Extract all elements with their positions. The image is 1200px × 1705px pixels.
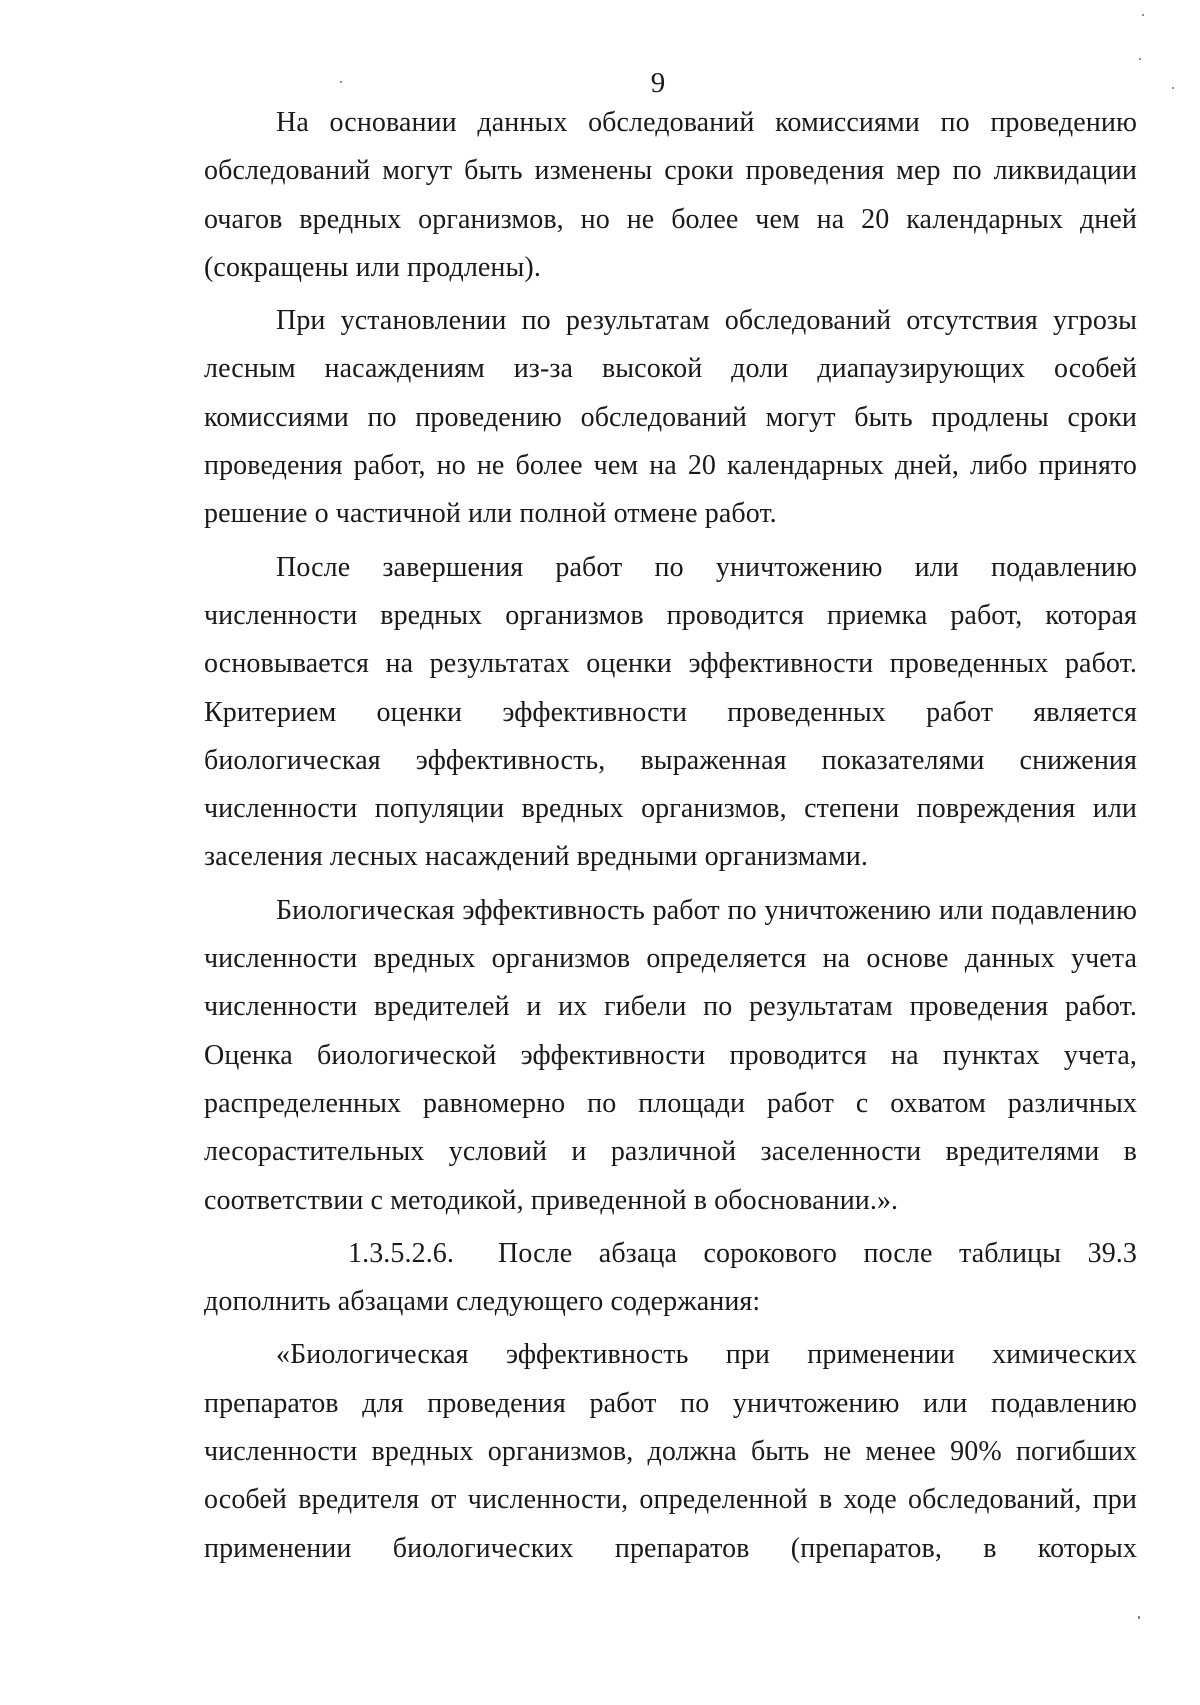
clause-text: После абзаца сорокового после таблицы 39.3 дополнить абзацами следующего содержания: (204, 1237, 1137, 1318)
document-body (204, 99, 1137, 1578)
page-number: 9 (650, 67, 666, 99)
paragraph-work-acceptance: После завершения работ по уничтожению или подавлению численности вредных организмов проводится приемка работ, которая основывается на результатах оценки эффективности проведенных работ. Критерием оценки эффективности проведенных работ является биологическая эффективность, выраженная показателями снижения численности популяции вредных организмов, степени повреждения или заселения лесных насаждений вредными организмами. (204, 551, 1137, 873)
scan-speck (1138, 1616, 1140, 1619)
clause-number: 1.3.5.2.6. (348, 1237, 454, 1269)
scan-speck (1139, 58, 1141, 60)
paragraph-diapause-extension: При установлении по результатам обследований отсутствия угрозы лесным насаждениям из-за высокой доли диапаузирующих особей комиссиями по проведению обследований могут быть продлены сроки проведения работ, но не более чем на 20 календарных дней, либо принято решение о частичной или полной отмене работ. (204, 305, 1137, 530)
paragraph-survey-terms: На основании данных обследований комиссиями по проведению обследований могут быть изменены сроки проведения мер по ликвидации очагов вредных организмов, но не более чем на 20 календарных дней (сокращены или продлены). (204, 107, 1137, 283)
scan-speck (1142, 14, 1144, 16)
scan-speck (340, 81, 342, 83)
paragraph-chemical-efficiency: «Биологическая эффективность при применении химических препаратов для проведения работ по уничтожению или подавлению численности вредных организмов, должна быть не менее 90% погибших особей вредителя от численности, определенной в ходе обследований, при применении биологических препаратов (препаратов, в которых (204, 1339, 1137, 1564)
scan-speck (1172, 87, 1174, 89)
clause-1-3-5-2-6 (204, 1230, 1137, 1327)
paragraph-biological-efficiency: Биологическая эффективность работ по уничтожению или подавлению численности вредных организмов определяется на основе данных учета численности вредителей и их гибели по результатам проведения работ. Оценка биологической эффективности проводится на пунктах учета, распределенных равномерно по площади работ с охватом различных лесорастительных условий и различной заселенности вредителями в соответствии с методикой, приведенной в обосновании.». (204, 894, 1137, 1216)
